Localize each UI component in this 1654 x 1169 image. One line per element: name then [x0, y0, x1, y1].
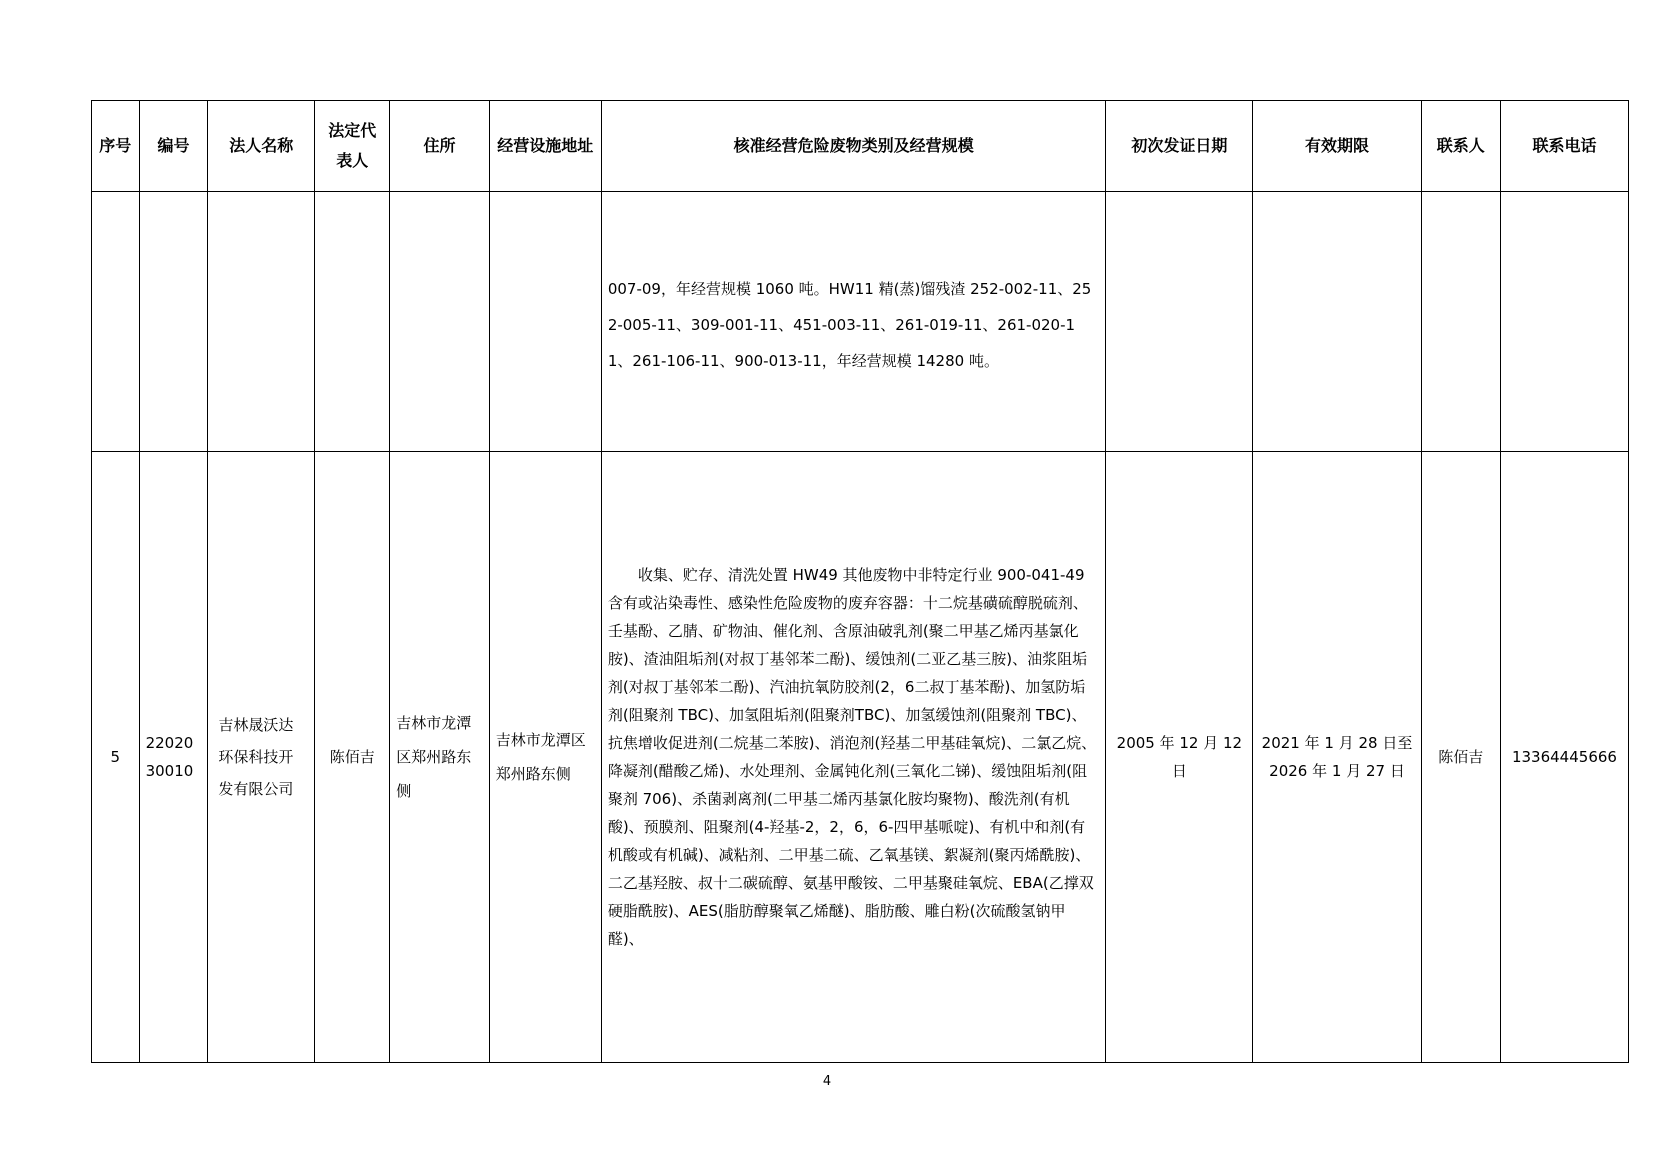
- cell-empty: [139, 192, 208, 452]
- row-first-issue-date: 2005 年 12 月 12 日: [1106, 452, 1253, 1063]
- row-legal-rep: 陈佰吉: [315, 452, 390, 1063]
- row-phone: 13364445666: [1500, 452, 1628, 1063]
- cell-empty: [390, 192, 489, 452]
- cell-empty: [489, 192, 601, 452]
- cell-empty: [1500, 192, 1628, 452]
- header-row: [92, 101, 1629, 192]
- header-scope: 核准经营危险废物类别及经营规模: [601, 101, 1106, 192]
- page-number: 4: [822, 1074, 832, 1089]
- row-scope: 收集、贮存、清洗处置 HW49 其他废物中非特定行业 900-041-49 含有或沾染毒性、感染性危险废物的废弃容器：十二烷基磺硫醇脱硫剂、壬基酚、乙腈、矿物油、催化剂、含原油破乳剂(聚二甲基乙烯丙基氯化胺)、渣油阻垢剂(对叔丁基邻苯二酚)、缓蚀剂(二亚乙基三胺)、油浆阻垢剂(对叔丁基邻苯二酚)、汽油抗氧防胶剂(2，6二叔丁基苯酚)、加氢防垢剂(阻聚剂 TBC)、加氢阻垢剂(阻聚剂TBC)、加氢缓蚀剂(阻聚剂 TBC)、抗焦增收促进剂(二烷基二苯胺)、消泡剂(羟基二甲基硅氧烷)、二氯乙烷、降凝剂(醋酸乙烯)、水处理剂、金属钝化剂(三氧化二锑)、缓蚀阻垢剂(阻聚剂 706)、杀菌剥离剂(二甲基二烯丙基氯化胺均聚物)、酸洗剂(有机酸)、预膜剂、阻聚剂(4-羟基-2，2，6，6-四甲基哌啶)、有机中和剂(有机酸或有机碱)、减粘剂、二甲基二硫、乙氧基镁、絮凝剂(聚丙烯酰胺)、二乙基羟胺、叔十二碳硫醇、氨基甲酸铵、二甲基聚硅氧烷、EBA(乙撑双硬脂酰胺)、AES(脂肪醇聚氧乙烯醚)、脂肪酸、雕白粉(次硫酸氢钠甲醛)、: [601, 452, 1106, 1063]
- row-legal-name: 吉林晟沃达环保科技开发有限公司: [208, 452, 315, 1063]
- row-contact: 陈佰吉: [1421, 452, 1500, 1063]
- row-code: 2202030010: [139, 452, 208, 1063]
- header-address: 住所: [390, 101, 489, 192]
- row-address: 吉林市龙潭区郑州路东侧: [390, 452, 489, 1063]
- cell-empty: [1106, 192, 1253, 452]
- header-facility-address: 经营设施地址: [489, 101, 601, 192]
- cell-empty: [315, 192, 390, 452]
- cell-empty: [1253, 192, 1421, 452]
- table-row: [92, 452, 1629, 1063]
- row-seq: 5: [92, 452, 140, 1063]
- table-row-continuation: [92, 192, 1629, 452]
- cell-empty: [208, 192, 315, 452]
- header-seq: 序号: [92, 101, 140, 192]
- row-validity: 2021 年 1 月 28 日至 2026 年 1 月 27 日: [1253, 452, 1421, 1063]
- row-facility-address: 吉林市龙潭区郑州路东侧: [489, 452, 601, 1063]
- header-code: 编号: [139, 101, 208, 192]
- header-contact: 联系人: [1421, 101, 1500, 192]
- scope-continuation-text: 007-09，年经营规模 1060 吨。HW11 精(蒸)馏残渣 252-002-11、252-005-11、309-001-11、451-003-11、261-019-11、261-020-11、261-106-11、900-013-11，年经营规模 14280 吨。: [601, 192, 1106, 452]
- header-legal-rep: 法定代表人: [315, 101, 390, 192]
- permit-table: [91, 100, 1629, 1063]
- cell-empty: [92, 192, 140, 452]
- header-first-issue-date: 初次发证日期: [1106, 101, 1253, 192]
- header-phone: 联系电话: [1500, 101, 1628, 192]
- header-legal-name: 法人名称: [208, 101, 315, 192]
- header-validity: 有效期限: [1253, 101, 1421, 192]
- cell-empty: [1421, 192, 1500, 452]
